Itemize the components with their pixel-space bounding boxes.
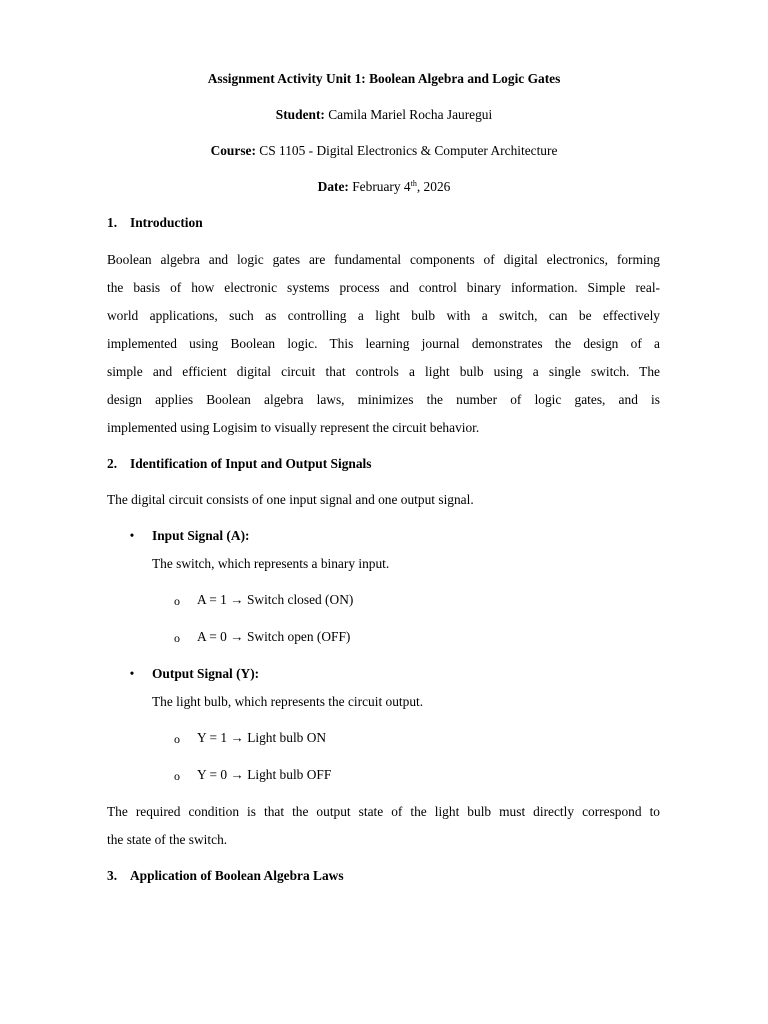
section-3-number: 3. [107,868,118,883]
output-signal-label: Output Signal (Y): [152,666,260,681]
date-value: February 4 [348,179,411,194]
section-3-heading [107,867,344,885]
output-bullet: • [129,666,135,681]
date-superscript: th [410,179,417,188]
student-label: Student: [275,107,325,122]
date-label: Date: [317,179,349,194]
intro-line-6: design applies Boolean algebra laws, minimizes the number of logic gates, and is [107,392,660,407]
conclusion-line-1: The required condition is that the output state of the light bulb must directly correspond to [107,804,660,819]
course-line [0,142,768,160]
section-2-intro: The digital circuit consists of one input signal and one output signal. [107,492,474,507]
date-year: , 2026 [416,179,451,194]
section-1-number: 1. [107,215,118,230]
output-signal-description: The light bulb, which represents the circuit output. [152,694,424,709]
section-2-title: Identification of Input and Output Signals [130,456,372,471]
document-title: Assignment Activity Unit 1: Boolean Algebra and Logic Gates [207,71,561,86]
section-1-heading [107,214,203,232]
section-2-heading [107,455,371,473]
output-item-1: Y = 1 → Light bulb ON [197,730,327,745]
course-label: Course: [210,143,256,158]
date-line [0,178,768,196]
input-signal-label: Input Signal (A): [152,528,250,543]
input-signal-description: The switch, which represents a binary input. [152,556,390,571]
student-value: Camila Mariel Rocha Jauregui [324,107,493,122]
intro-line-7: implemented using Logisim to visually represent the circuit behavior. [107,420,480,435]
intro-line-4: implemented using Boolean logic. This learning journal demonstrates the design of a [107,336,660,351]
intro-line-1: Boolean algebra and logic gates are fundamental components of digital electronics, forming [107,252,660,267]
course-value: CS 1105 - Digital Electronics & Computer Architecture [255,143,558,158]
input-item-1-marker: o [174,594,180,608]
section-1-title: Introduction [130,215,203,230]
output-item-1-marker: o [174,732,180,746]
input-item-1: A = 1 → Switch closed (ON) [197,592,354,607]
conclusion-line-2: the state of the switch. [107,832,228,847]
input-bullet: • [129,528,135,543]
section-2-number: 2. [107,456,118,471]
input-item-2: A = 0 → Switch open (OFF) [197,629,351,644]
student-line [0,106,768,124]
intro-line-5: simple and efficient digital circuit that controls a light bulb using a single switch. The [107,364,660,379]
output-item-2: Y = 0 → Light bulb OFF [197,767,332,782]
section-3-title: Application of Boolean Algebra Laws [130,868,344,883]
intro-line-3: world applications, such as controlling a light bulb with a switch, can be effectively [107,308,660,323]
intro-line-2: the basis of how electronic systems process and control binary information. Simple real- [107,280,660,295]
output-item-2-marker: o [174,769,180,783]
input-item-2-marker: o [174,631,180,645]
